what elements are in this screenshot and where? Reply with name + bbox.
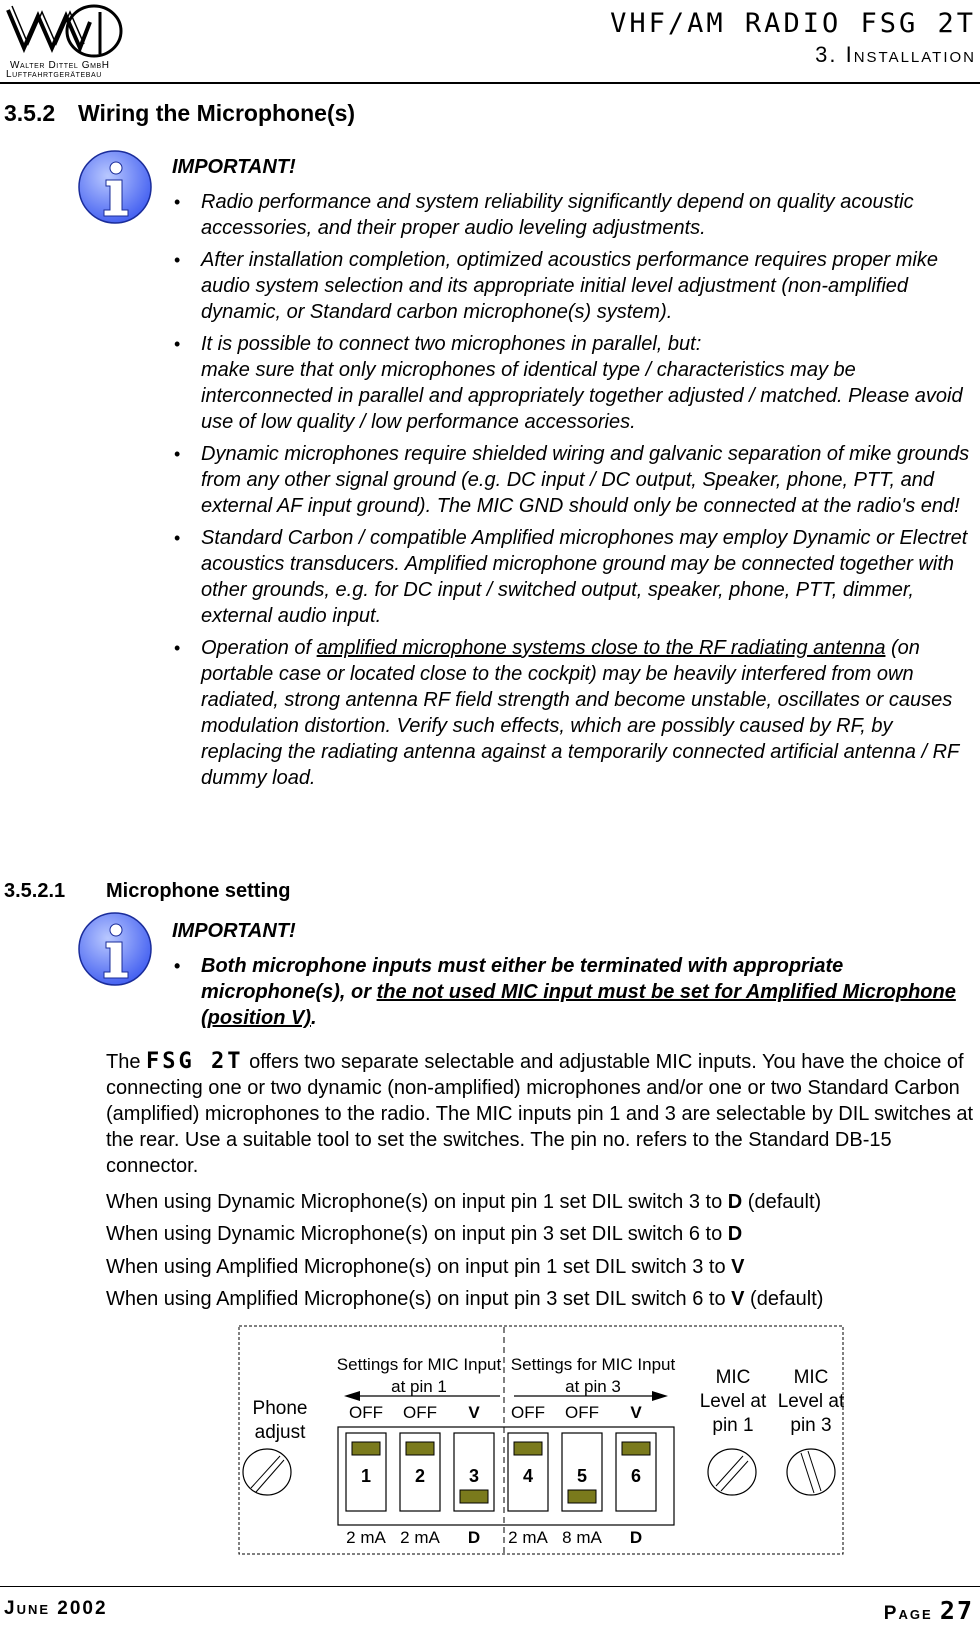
note-item (172, 331, 972, 435)
phone-adjust-potentiometer (243, 1449, 291, 1495)
setting-suffix: (default) (742, 1191, 822, 1213)
switch-number: 2 (414, 1466, 426, 1486)
section-number: 3.5.2 (4, 100, 56, 126)
mic1-label-line2: Level at (699, 1391, 767, 1412)
switch-bottom-label: D (467, 1528, 481, 1547)
switch-knob (352, 1442, 380, 1455)
note-underlined-text: amplified microphone systems close to the RF radiating antenna (316, 637, 886, 659)
section-title: Wiring the Microphone(s) (78, 100, 356, 126)
setting-value: V (731, 1256, 745, 1278)
setting-value: V (731, 1288, 745, 1310)
switch-top-label: V (468, 1403, 480, 1422)
setting-value: D (727, 1191, 743, 1213)
footer-page (884, 1596, 974, 1625)
note-text: After installation completion, optimized acoustics performance requires proper mike audio system selection and its appropriate initial level adjustment (non-amplified dynamic, or Standard carbon microphone(s) system). (201, 249, 939, 323)
mic1-label-line1: MIC (715, 1367, 751, 1388)
note-item: • Dynamic microphones require shielded wiring and galvanic separation of mike grounds from any other signal ground (e.g. DC input / DC output, Speaker, phone, PTT, and external AF input ground). The MIC GND should only be connected at the radio's end! (172, 441, 972, 519)
document-title: VHF/AM RADIO FSG 2T (610, 8, 976, 39)
setting-suffix: (default) (744, 1288, 824, 1310)
mic1-level-potentiometer (708, 1449, 756, 1495)
footer-date: June 2002 (4, 1598, 108, 1619)
note-text: Both microphone inputs must either be terminated with appropriate microphone(s), or (201, 955, 844, 1003)
body-text: offers two separate selectable and adjustable MIC inputs. You have the choice of connecting one or two dynamic (non-amplified) microphones and/or one or two Standard Carbon (amplified) microphones to the radio. The MIC inputs pin 1 and 3 are selectable by DIL switches at the rear. Use a suitable tool to set the switches. The pin no. refers to the Standard DB-15 connector. (106, 1051, 974, 1177)
switch-bottom-label: 8 mA (562, 1528, 602, 1547)
phone-adjust-label-line2: adjust (254, 1422, 306, 1443)
info-icon (78, 912, 156, 990)
mic3-level-potentiometer (787, 1449, 835, 1495)
note-item: • Standard Carbon / compatible Amplified microphones may employ Dynamic or Electret acoustics transducers. Amplified microphone ground may be connected together with other grounds, e.g. for DC input / switched output, speaker, phone, PTT, dimmer, external audio input. (172, 525, 972, 629)
note-text: Operation of (201, 637, 317, 659)
switch-top-label: OFF (511, 1403, 545, 1422)
switch-bottom-label: D (629, 1528, 643, 1547)
switch-top-label: OFF (403, 1403, 437, 1422)
logo-company-name: Walter Dittel GmbH (10, 60, 110, 71)
note-item (172, 247, 972, 325)
chapter-title: 3. Installation (815, 42, 976, 67)
group2-title-line2: at pin 3 (565, 1377, 621, 1396)
switch-number: 4 (522, 1466, 534, 1486)
product-name: FSG 2T (146, 1049, 244, 1074)
logo-company-subtitle: Luftfahrtgerätebau (6, 69, 102, 80)
setting-line (106, 1189, 821, 1215)
switch-knob (568, 1490, 596, 1503)
switch-number: 3 (468, 1466, 480, 1486)
note-text-continued: make sure that only microphones of identical type / characteristics may be interconnected in parallel and appropriately together adjusted / matched. Please avoid use of low quality / low performance accessories. (201, 359, 963, 433)
setting-text: When using Amplified Microphone(s) on input pin 3 set DIL switch 6 to (106, 1288, 732, 1310)
switch-number: 5 (576, 1466, 588, 1486)
mic3-label-line3: pin 3 (790, 1415, 832, 1436)
group1-title-line2: at pin 1 (391, 1377, 447, 1396)
switch-top-label: OFF (565, 1403, 599, 1422)
note-item: • Radio performance and system reliability significantly depend on quality acoustic accessories, and their proper audio leveling adjustments. (172, 189, 972, 241)
header-rule (0, 82, 980, 84)
switch-knob (622, 1442, 650, 1455)
setting-line (106, 1254, 744, 1280)
important-notes-list-2 (172, 953, 972, 1037)
mic3-label-line2: Level at (777, 1391, 844, 1412)
wd-logo-icon (6, 4, 128, 62)
setting-text: When using Dynamic Microphone(s) on input pin 3 set DIL switch 6 to (106, 1223, 728, 1245)
switch-knob (406, 1442, 434, 1455)
note-text: (on portable case or located close to the cockpit) may be heavily interfered from own radiated, strong antenna RF field strength and become unstable, oscillates or causes modulation distortion. Verify such effects, which are possibly caused by RF, by replacing the radiating antenna against a temporarily connected artificial antenna / RF dummy load. (201, 637, 959, 789)
group2-title-line1: Settings for MIC Input (510, 1355, 676, 1374)
subsection-number: 3.5.2.1 (4, 880, 66, 902)
subsection-title: Microphone setting (106, 880, 291, 902)
setting-text: When using Amplified Microphone(s) on input pin 1 set DIL switch 3 to (106, 1256, 732, 1278)
switch-number: 6 (630, 1466, 642, 1486)
setting-text: When using Dynamic Microphone(s) on input pin 1 set DIL switch 3 to (106, 1191, 728, 1213)
note-underlined-text: the not used MIC input must be set for Amplified Microphone (position V) (201, 981, 956, 1029)
important-notes-list (172, 189, 972, 797)
switch-top-label: V (630, 1403, 642, 1422)
switch-number: 1 (360, 1466, 372, 1486)
mic3-label-line1: MIC (793, 1367, 829, 1388)
group1-title-line1: Settings for MIC Input (336, 1355, 502, 1374)
switch-top-label: OFF (349, 1403, 383, 1422)
switch-bottom-label: 2 mA (400, 1528, 440, 1547)
body-text: The (106, 1051, 147, 1073)
switch-knob (460, 1490, 488, 1503)
switch-bottom-label: 2 mA (346, 1528, 386, 1547)
note-text: It is possible to connect two microphones in parallel, but: (201, 333, 702, 355)
note-item (172, 953, 972, 1031)
setting-line (106, 1221, 742, 1247)
important-label: IMPORTANT! (172, 156, 296, 178)
info-icon (78, 150, 156, 228)
page-number: 27 (939, 1596, 974, 1625)
note-item (172, 635, 972, 791)
footer-rule (0, 1586, 980, 1587)
setting-line (106, 1286, 823, 1312)
switch-knob (514, 1442, 542, 1455)
page-label: Page (883, 1603, 933, 1624)
body-paragraph (106, 1049, 974, 1179)
subsection-heading (4, 880, 290, 903)
important-label: IMPORTANT! (172, 920, 296, 942)
section-heading (4, 100, 355, 127)
note-text: . (310, 1007, 317, 1029)
switch-bottom-label: 2 mA (508, 1528, 548, 1547)
setting-value: D (727, 1223, 743, 1245)
phone-adjust-label-line1: Phone (252, 1398, 308, 1419)
dil-switch-diagram (238, 1325, 844, 1555)
mic1-label-line3: pin 1 (712, 1415, 754, 1436)
